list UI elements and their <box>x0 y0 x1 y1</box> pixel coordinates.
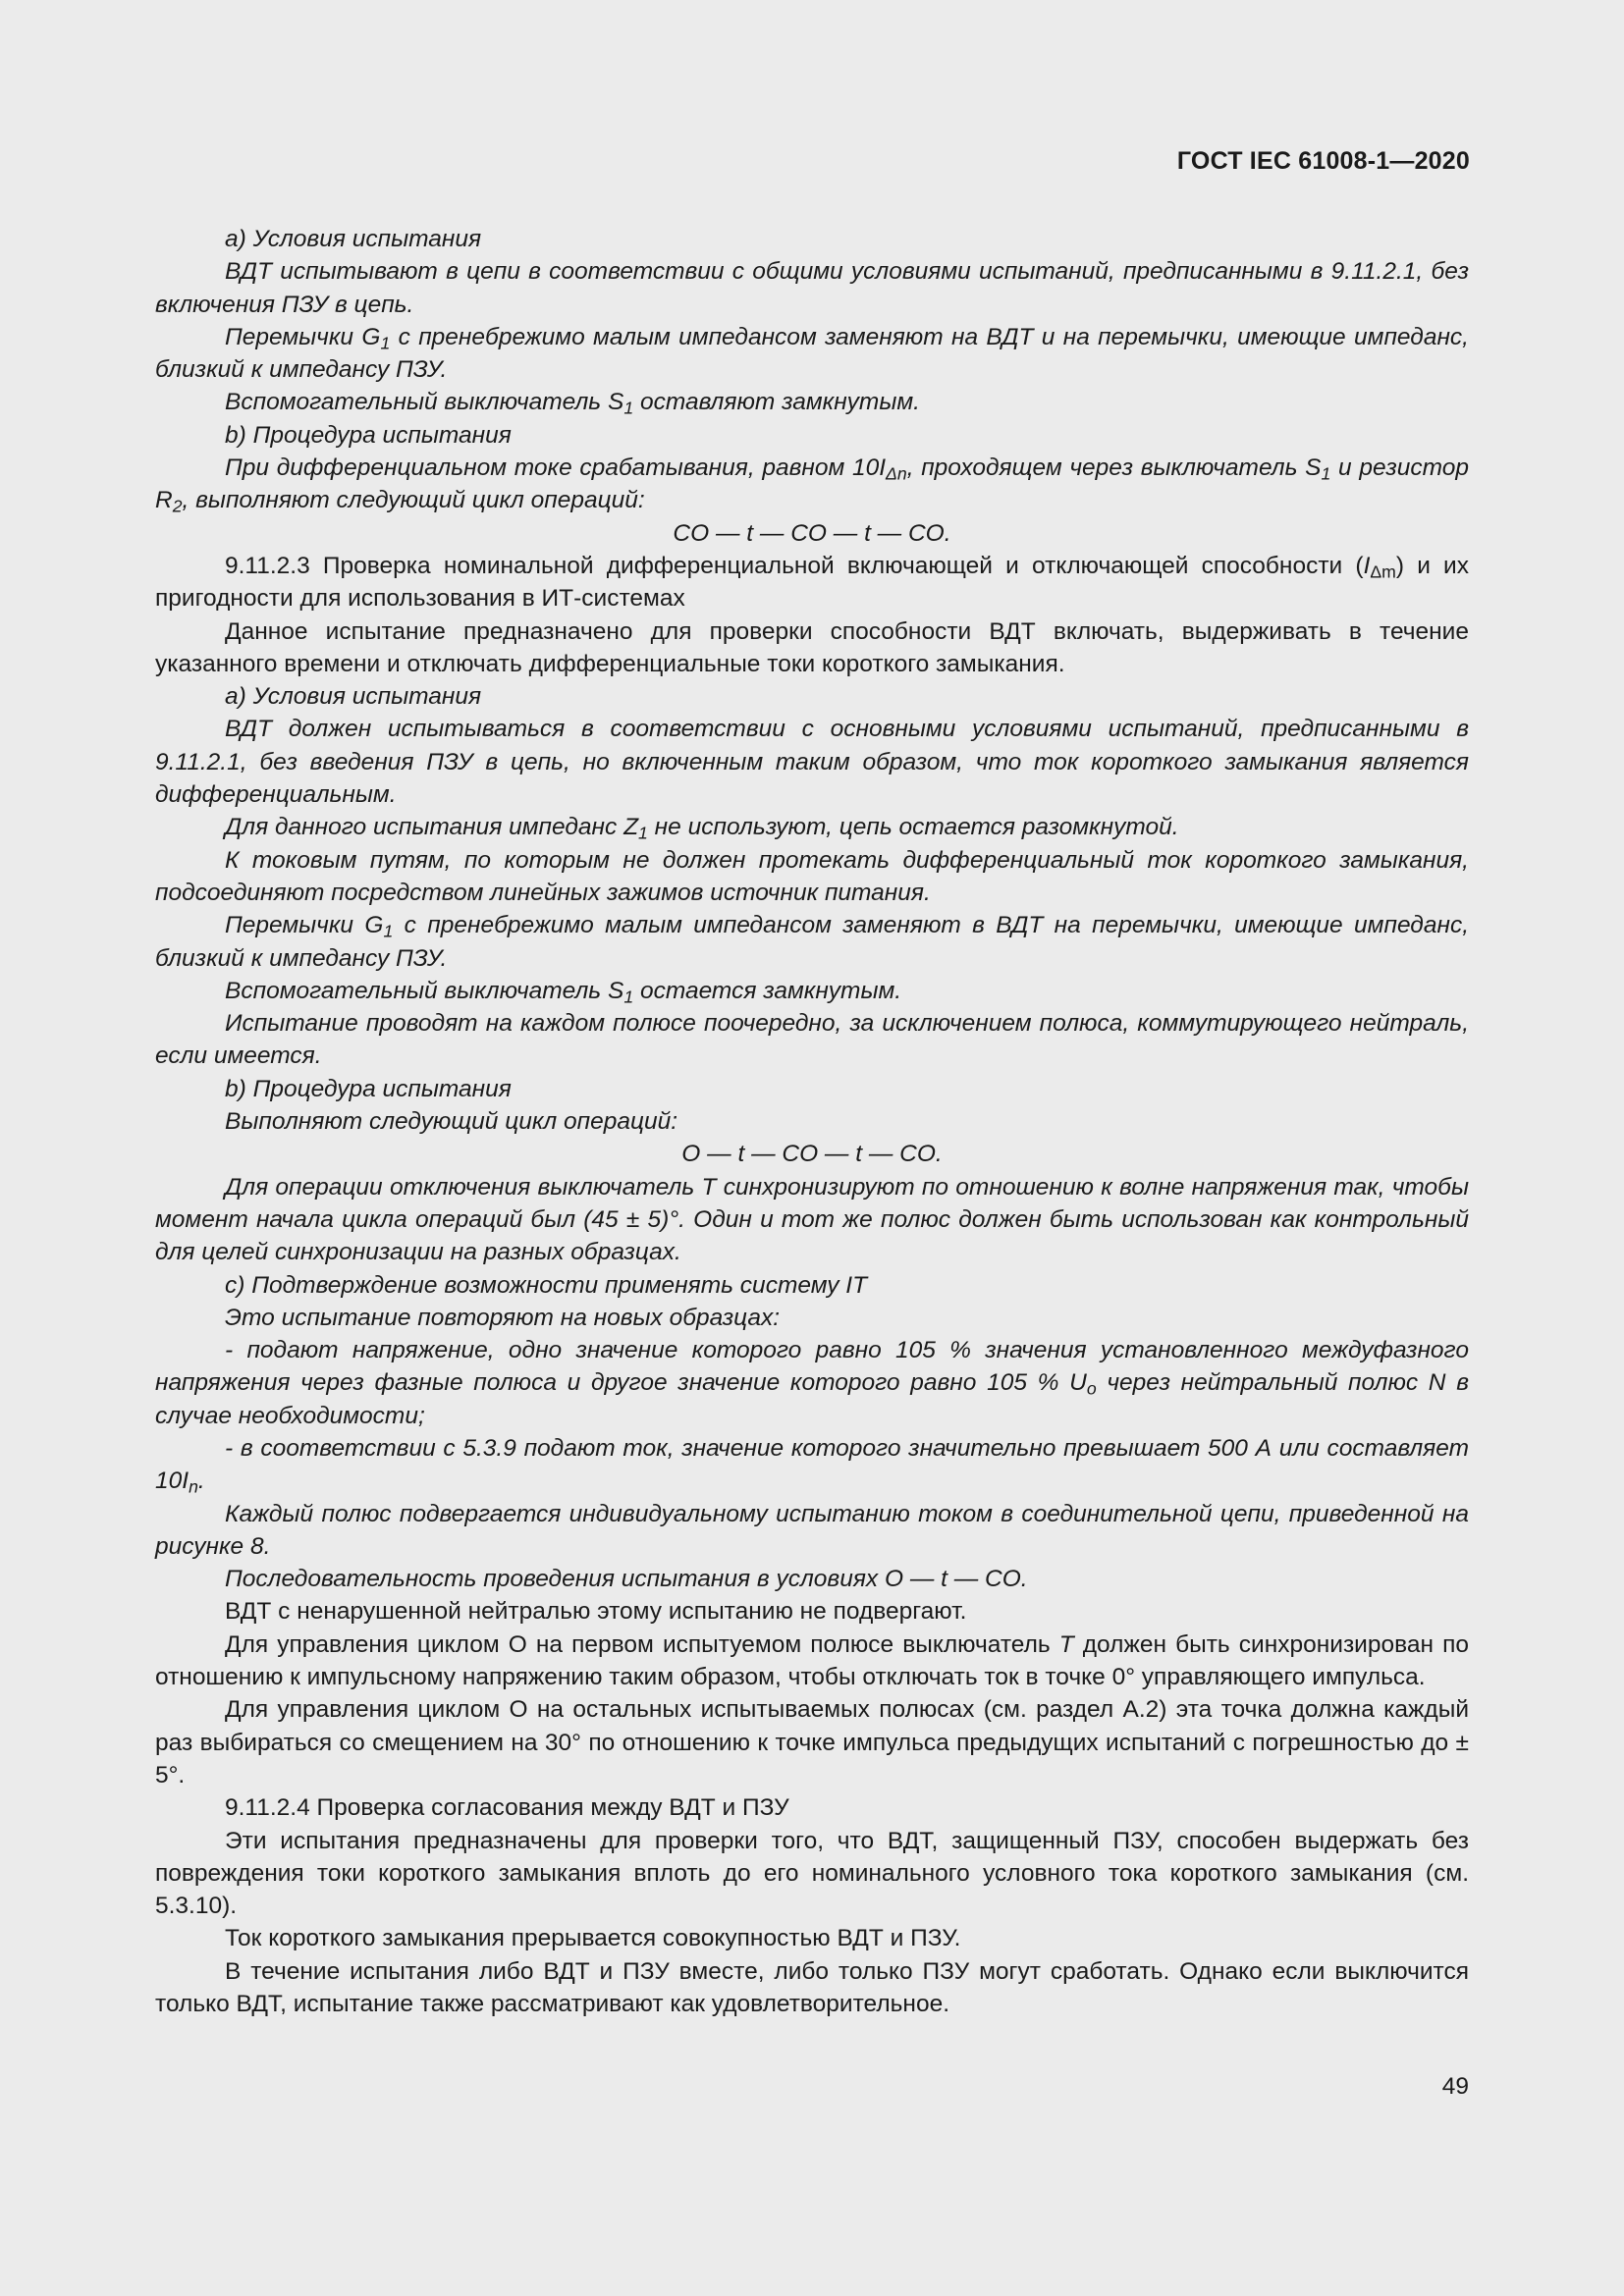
paragraph: Данное испытание предназначено для проверки способности ВДТ включать, выдерживать в течение указанного времени и отключать дифференциальные токи короткого замыкания. <box>155 617 1469 677</box>
subsection-heading-it-system: с) Подтверждение возможности применять систему IT <box>225 1271 868 1299</box>
paragraph: В течение испытания либо ВДТ и ПЗУ вместе, либо только ПЗУ могут сработать. Однако если выключится только ВДТ, испытание также рассматривают как удовлетворительное. <box>155 1957 1469 2018</box>
paragraph: ВДТ испытывают в цепи в соответствии с общими условиями испытаний, предписанными в 9.11.2.1, без включения ПЗУ в цепь. <box>155 258 1469 318</box>
paragraph: Ток короткого замыкания прерывается совокупностью ВДТ и ПЗУ. <box>225 1925 961 1952</box>
paragraph: Каждый полюс подвергается индивидуальному испытанию током в соединительной цепи, приведенной на рисунке 8. <box>155 1500 1469 1560</box>
paragraph: Вспомогательный выключатель $S_1$ оставляют замкнутым. <box>225 389 920 418</box>
clause-heading-9-11-2-3: 9.11.2.3 Проверка номинальной дифференциальной включающей и отключающей способности $(I_{\Delta m})$ и их пригодности для использования в ИТ-системах <box>155 552 1469 613</box>
subsection-heading-test-procedure: b) Процедура испытания <box>225 1075 512 1102</box>
document-body <box>155 223 1469 2020</box>
paragraph: Для управления циклом O на первом испытуемом полюсе выключатель T должен быть синхронизирован по отношению к импульсному напряжению таким образом, чтобы отключать ток в точке 0° управляющего импульса. <box>155 1630 1469 1691</box>
paragraph: Для данного испытания импеданс $Z_1$ не используют, цепь остается разомкнутой. <box>225 814 1179 843</box>
paragraph: Это испытание повторяют на новых образцах: <box>225 1304 781 1331</box>
paragraph: Испытание проводят на каждом полюсе поочередно, за исключением полюса, коммутирующего нейтраль, если имеется. <box>155 1010 1469 1070</box>
paragraph: Перемычки $G_1$ с пренебрежимо малым импедансом заменяют в ВДТ на перемычки, имеющие импеданс, близкий к импедансу ПЗУ. <box>155 912 1470 972</box>
list-item: - подают напряжение, одно значение которого равно 105 % значения установленного междуфазного напряжения через фазные полюса и другое значение которого равно 105 % $U_o$ через нейтральный полюс N в случае необходимости; <box>155 1337 1469 1429</box>
paragraph: Выполняют следующий цикл операций: <box>225 1108 678 1136</box>
subsection-heading-test-conditions: а) Условия испытания <box>225 226 482 252</box>
paragraph: Для операции отключения выключатель T синхронизируют по отношению к волне напряжения так, чтобы момент начала цикла операций был (45 ± 5)°. Один и тот же полюс должен быть использован как контрольный для целей синхронизации на разных образцах. <box>155 1173 1469 1266</box>
paragraph: При дифференциальном токе срабатывания, равном $10I_{\Delta n}$, проходящем через выключатель $S_1$ и резистор $R_2$, выполняют следующий цикл операций: <box>155 454 1469 516</box>
subsection-heading-test-procedure: b) Процедура испытания <box>225 421 512 449</box>
subsection-heading-test-conditions: а) Условия испытания <box>225 683 482 711</box>
clause-heading-9-11-2-4: 9.11.2.4 Проверка согласования между ВДТ и ПЗУ <box>225 1794 789 1822</box>
operation-cycle-formula: CO — t — CO — t — CO. <box>673 519 951 547</box>
list-item: - в соответствии с 5.3.9 подают ток, значение которого значительно превышает 500 А или составляет $10I_n$. <box>155 1434 1469 1497</box>
paragraph: Для управления циклом O на остальных испытываемых полюсах (см. раздел А.2) эта точка должна каждый раз выбираться со смещением на 30° по отношению к точке импульса предыдущих испытаний с погрешностью до ± 5°. <box>155 1696 1469 1789</box>
paragraph: Перемычки $G_1$ с пренебрежимо малым импедансом заменяют на ВДТ и на перемычки, имеющие импеданс, близкий к импедансу ПЗУ. <box>155 323 1469 384</box>
paragraph: ВДТ должен испытываться в соответствии с основными условиями испытаний, предписанными в 9.11.2.1, без введения ПЗУ в цепь, но включенным таким образом, что ток короткого замыкания является дифференциальным. <box>155 716 1469 809</box>
paragraph: К токовым путям, по которым не должен протекать дифференциальный ток короткого замыкания, подсоединяют посредством линейных зажимов источник питания. <box>155 846 1469 906</box>
page-number: 49 <box>1441 2073 1469 2100</box>
document-standard-header: ГОСТ IEC 61008-1—2020 <box>1176 147 1470 175</box>
paragraph: Эти испытания предназначены для проверки того, что ВДТ, защищенный ПЗУ, способен выдержать без повреждения токи короткого замыкания вплоть до его номинального условного тока короткого замыкания (см. 5.3.10). <box>155 1827 1469 1920</box>
paragraph: Последовательность проведения испытания в условиях O — t — CO. <box>225 1566 1028 1593</box>
operation-cycle-formula: O — t — CO — t — CO. <box>681 1141 943 1168</box>
paragraph: ВДТ с ненарушенной нейтралью этому испытанию не подвергают. <box>225 1598 967 1626</box>
paragraph: Вспомогательный выключатель $S_1$ остается замкнутым. <box>225 977 902 1007</box>
